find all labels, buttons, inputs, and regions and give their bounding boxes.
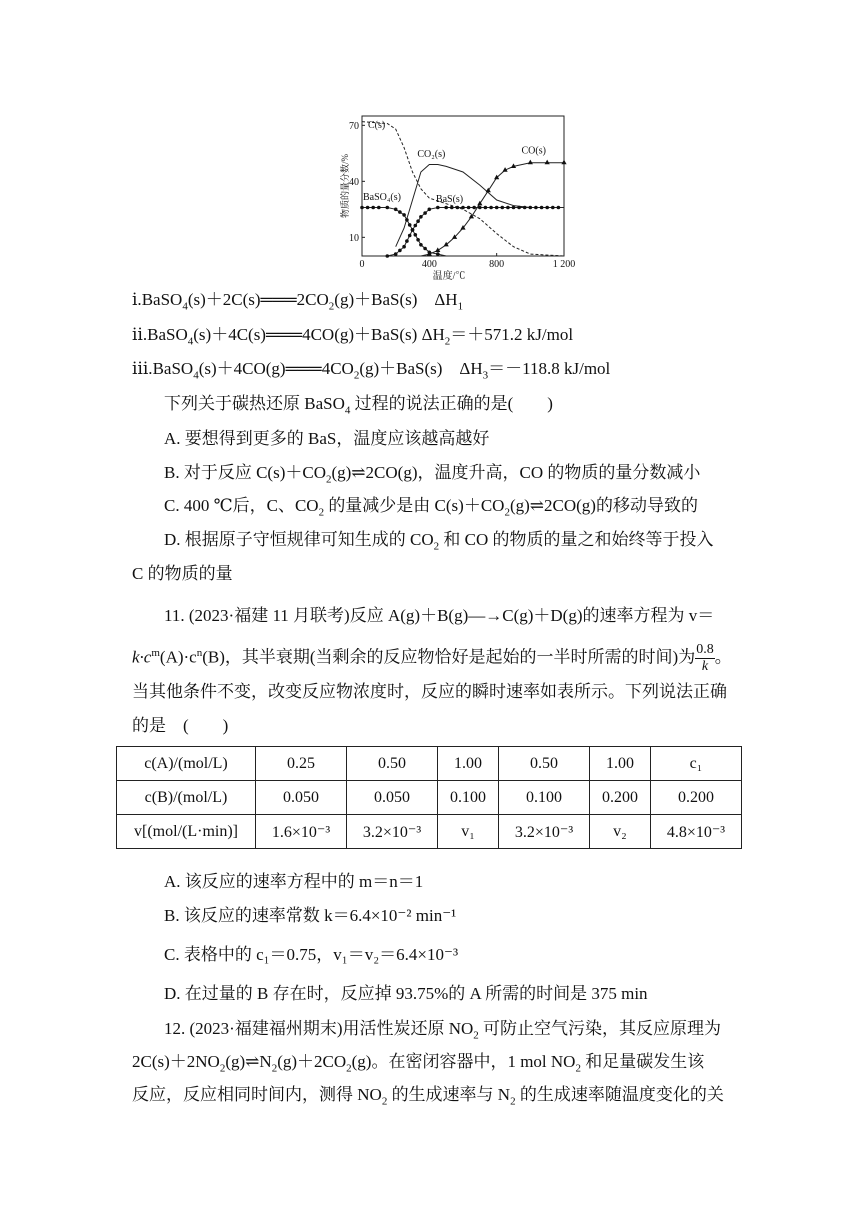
table-cell: c₁	[650, 747, 741, 781]
table-row	[117, 815, 742, 849]
data-point	[545, 206, 549, 210]
data-point	[517, 206, 521, 210]
data-point	[436, 252, 440, 256]
data-point	[414, 233, 418, 237]
half-life-fraction: $\frac{0.8}{k}$	[696, 642, 714, 675]
q12-line1: 12. (2023·福建福州期末)用活性炭还原 $NO_2$ 可防止空气污染，其反应原理为	[164, 1019, 722, 1042]
x-tick-label: 400	[421, 259, 437, 270]
q11-option-d: D. 在过量的 B 存在时，反应掉 93.75%的 A 所需的时间是 375 min	[164, 984, 648, 1003]
data-point	[472, 206, 476, 210]
chart-frame	[362, 116, 564, 256]
y-tick-label: 70	[349, 120, 359, 132]
x-tick-label: 1 200	[552, 259, 576, 270]
data-point	[428, 251, 432, 255]
temperature-fraction-chart	[340, 108, 580, 280]
data-point	[423, 211, 427, 215]
data-point	[456, 206, 460, 210]
series-label: CO₂(s)	[417, 149, 446, 161]
q11-option-b: B. 该反应的速率常数 k＝6.4×10⁻² min⁻¹	[164, 906, 457, 925]
data-point	[394, 252, 398, 256]
data-point	[402, 213, 406, 217]
data-point	[416, 219, 420, 223]
q11-option-c: C. 表格中的 c₁＝0.75，v₁＝v₂＝6.4×10⁻³	[164, 945, 459, 964]
table-cell: 0.050	[347, 781, 438, 815]
plot-frame	[362, 116, 564, 256]
table-cell: 1.00	[438, 747, 499, 781]
data-point	[551, 206, 555, 210]
data-point	[545, 160, 550, 165]
table-cell: 0.50	[498, 747, 589, 781]
data-point	[534, 206, 538, 210]
series-line	[396, 165, 564, 247]
table-cell: 3.2×10⁻³	[498, 815, 589, 849]
data-point	[528, 160, 533, 165]
y-tick-label: 40	[349, 176, 359, 188]
data-point	[523, 206, 527, 210]
data-point	[386, 254, 390, 258]
q11-line3: 当其他条件不变，改变反应物浓度时，反应的瞬时速率如表所示。下列说法正确	[132, 682, 727, 701]
q10-option-d-cont: C 的物质的量	[132, 564, 233, 583]
data-point	[540, 206, 544, 210]
q11-line2: $k\cdot c^m(A)\cdot c^n(B)$，其半衰期(当剩余的反应物恰好是起始的一半时所需的时间)为 $\frac{0.8}{k}$ 。	[132, 642, 732, 675]
data-point	[377, 206, 381, 210]
table-cell: c(B)/(mol/L)	[117, 781, 256, 815]
data-point	[402, 245, 406, 249]
table-cell: c(A)/(mol/L)	[117, 747, 256, 781]
series-label: C(s)	[368, 120, 386, 131]
data-point	[444, 206, 448, 210]
data-point	[394, 208, 398, 212]
q12-line2: $2C(s)+2NO_2(g)\rightleftharpoons N_2(g)+2CO_2(g)$。在密闭容器中，1 mol $NO_2$ 和足量碳发生该	[132, 1052, 705, 1075]
data-point	[405, 218, 409, 222]
q10-option-a: A. 要想得到更多的 BaS，温度应该越高越好	[164, 429, 490, 448]
table-cell: 0.200	[590, 781, 651, 815]
data-point	[450, 206, 454, 210]
table-cell: 0.200	[650, 781, 741, 815]
data-point	[408, 234, 412, 238]
table-cell: 0.100	[498, 781, 589, 815]
data-point	[398, 210, 402, 214]
data-point	[436, 206, 440, 210]
data-point	[371, 206, 375, 210]
q10-option-d: D. 根据原子守恒规律可知生成的 $CO_2$ 和 CO 的物质的量之和始终等于投入	[164, 530, 714, 553]
data-point	[419, 243, 423, 247]
table-cell: 1.6×10⁻³	[256, 815, 347, 849]
x-tick-label: 800	[489, 259, 505, 270]
table-cell: 0.50	[347, 747, 438, 781]
y-tick-label: 10	[349, 232, 359, 244]
table-row	[117, 781, 742, 815]
table-cell: 1.00	[590, 747, 651, 781]
data-point	[444, 242, 449, 247]
data-point	[419, 215, 423, 219]
data-point	[478, 206, 482, 210]
data-point	[501, 206, 505, 210]
series-label: BaSO₄(s)	[363, 192, 401, 203]
data-point	[495, 206, 499, 210]
reaction-iii: $ⅲ.BaSO_4(s)+4CO(g)═══4CO_2(g)+BaS(s)$ $\Delta H_3=-118.8$ kJ/mol	[132, 359, 611, 382]
data-point	[529, 206, 533, 210]
q10-option-c: C. 400 ℃后，C、$CO_2$ 的量减少是由 $C(s)+CO_2(g)\rightleftharpoons 2CO(g)$的移动导致的	[164, 496, 698, 519]
data-point	[414, 224, 418, 228]
table-cell: 3.2×10⁻³	[347, 815, 438, 849]
table-cell: v₁	[438, 815, 499, 849]
data-point	[416, 238, 420, 242]
data-point	[494, 175, 499, 180]
series-line	[362, 122, 564, 256]
data-point	[405, 239, 409, 243]
table-cell: 4.8×10⁻³	[650, 815, 741, 849]
data-point	[386, 206, 390, 210]
table-cell: 0.100	[438, 781, 499, 815]
data-point	[411, 228, 415, 232]
q10-stem: 下列关于碳热还原 BaSO$_4$ 过程的说法正确的是( )	[164, 394, 553, 417]
data-point	[512, 206, 516, 210]
x-axis-label: 温度/℃	[432, 271, 466, 280]
q12-line3: 反应，反应相同时间内，测得 $NO_2$ 的生成速率与 $N_2$ 的生成速率随温度变化的关	[132, 1085, 724, 1108]
data-point	[557, 206, 561, 210]
series-label: BaS(s)	[435, 193, 464, 205]
series-label: CO(s)	[521, 145, 546, 157]
reaction-i: $ⅰ.BaSO_4(s)+2C(s)═══2CO_2(g)+BaS(s)$ $\Delta H_1$	[132, 290, 464, 313]
table-cell: 0.25	[256, 747, 347, 781]
data-point	[366, 206, 370, 210]
data-point	[428, 208, 432, 212]
data-point	[398, 249, 402, 253]
data-point	[467, 206, 471, 210]
series-line	[387, 163, 564, 256]
reaction-ii: ⅱ.BaSO$_4$(s)＋4C(s)═══4CO(g)＋BaS(s) $\Delta H_2=+571.2$ kJ/mol	[132, 325, 574, 348]
data-point	[489, 206, 493, 210]
q10-option-b: B. 对于反应 $C(s)+CO_2(g)\rightleftharpoons 2CO(g)$，温度升高，CO 的物质的量分数减小	[164, 463, 701, 486]
data-point	[506, 206, 510, 210]
data-point	[461, 206, 465, 210]
chart-series	[360, 122, 566, 258]
data-point	[360, 206, 364, 210]
data-point	[423, 247, 427, 251]
table-cell: v₂	[590, 815, 651, 849]
y-axis-label: 物质的量分数/%	[340, 154, 350, 218]
rate-data-table	[116, 746, 742, 849]
table-cell: v[(mol/(L·min)]	[117, 815, 256, 849]
data-point	[408, 223, 412, 227]
q11-line1: 11. (2023·福建 11 月联考)反应 A(g)＋B(g)—→C(g)＋D(g)的速率方程为 v＝	[164, 606, 715, 625]
x-tick-label: 0	[359, 259, 365, 270]
table-cell: 0.050	[256, 781, 347, 815]
q11-line4: 的是 ( )	[132, 716, 229, 735]
data-point	[561, 160, 566, 165]
table-row	[117, 747, 742, 781]
q11-option-a: A. 该反应的速率方程中的 m＝n＝1	[164, 872, 424, 891]
data-point	[484, 206, 488, 210]
